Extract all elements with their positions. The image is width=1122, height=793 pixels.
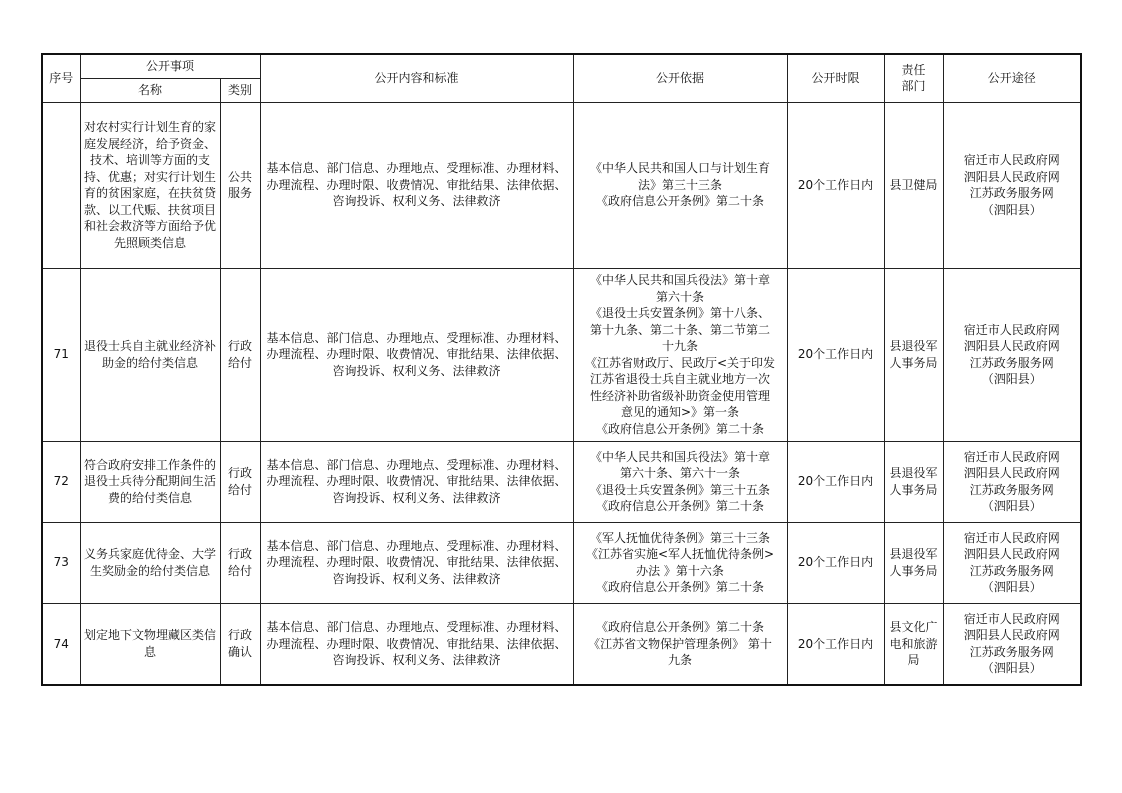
row-time-limit: 20个工作日内 xyxy=(787,268,884,441)
header-seq: 序号 xyxy=(42,54,80,102)
row-basis: 《中华人民共和国兵役法》第十章 第六十条 《退役士兵安置条例》第十八条、 第十九条、第二十条、第二节第二 十九条 《江苏省财政厅、民政厅<关于印发 江苏省退役士兵自主就业地方一次 性经济补助省级补助资金使用管理 意见的通知>》第一条 《政府信息公开条例》第二十条 xyxy=(573,268,787,441)
row-basis: 《政府信息公开条例》第二十条 《江苏省文物保护管理条例》 第十 九条 xyxy=(573,603,787,685)
row-channel: 宿迁市人民政府网 泗阳县人民政府网 江苏政务服务网 （泗阳县） xyxy=(943,102,1081,268)
table-row xyxy=(42,522,1081,603)
row-category: 行政给付 xyxy=(220,441,260,522)
row-name: 划定地下文物埋藏区类信息 xyxy=(80,603,220,685)
row-content: 基本信息、部门信息、办理地点、受理标准、办理材料、办理流程、办理时限、收费情况、审批结果、法律依据、咨询投诉、权利义务、法律救济 xyxy=(260,268,573,441)
row-time-limit: 20个工作日内 xyxy=(787,441,884,522)
row-content: 基本信息、部门信息、办理地点、受理标准、办理材料、办理流程、办理时限、收费情况、审批结果、法律依据、咨询投诉、权利义务、法律救济 xyxy=(260,441,573,522)
row-time-limit: 20个工作日内 xyxy=(787,522,884,603)
row-category: 行政给付 xyxy=(220,522,260,603)
row-dept: 县卫健局 xyxy=(884,102,943,268)
row-seq: 72 xyxy=(42,441,80,522)
row-content: 基本信息、部门信息、办理地点、受理标准、办理材料、办理流程、办理时限、收费情况、审批结果、法律依据、咨询投诉、权利义务、法律救济 xyxy=(260,522,573,603)
row-channel: 宿迁市人民政府网 泗阳县人民政府网 江苏政务服务网 （泗阳县） xyxy=(943,441,1081,522)
row-name: 义务兵家庭优待金、大学生奖励金的给付类信息 xyxy=(80,522,220,603)
row-basis: 《中华人民共和国人口与计划生育 法》第三十三条 《政府信息公开条例》第二十条 xyxy=(573,102,787,268)
header-category: 类别 xyxy=(220,78,260,102)
header-channel: 公开途径 xyxy=(943,54,1081,102)
row-name: 退役士兵自主就业经济补助金的给付类信息 xyxy=(80,268,220,441)
row-dept: 县退役军人事务局 xyxy=(884,268,943,441)
row-dept: 县退役军人事务局 xyxy=(884,441,943,522)
header-content: 公开内容和标准 xyxy=(260,54,573,102)
row-category: 公共服务 xyxy=(220,102,260,268)
row-basis: 《中华人民共和国兵役法》第十章 第六十条、第六十一条 《退役士兵安置条例》第三十五条 《政府信息公开条例》第二十条 xyxy=(573,441,787,522)
row-time-limit: 20个工作日内 xyxy=(787,102,884,268)
row-name: 对农村实行计划生育的家庭发展经济，给予资金、技术、培训等方面的支持、优惠；对实行计划生育的贫困家庭，在扶贫贷款、以工代赈、扶贫项目和社会救济等方面给予优先照顾类信息 xyxy=(80,102,220,268)
header-row-top xyxy=(42,54,1081,78)
disclosure-table xyxy=(41,53,1082,686)
row-time-limit: 20个工作日内 xyxy=(787,603,884,685)
row-name: 符合政府安排工作条件的退役士兵待分配期间生活费的给付类信息 xyxy=(80,441,220,522)
table-row xyxy=(42,102,1081,268)
table-row xyxy=(42,441,1081,522)
header-name: 名称 xyxy=(80,78,220,102)
row-seq: 71 xyxy=(42,268,80,441)
row-category: 行政给付 xyxy=(220,268,260,441)
table-row xyxy=(42,603,1081,685)
row-category: 行政确认 xyxy=(220,603,260,685)
row-channel: 宿迁市人民政府网 泗阳县人民政府网 江苏政务服务网 （泗阳县） xyxy=(943,522,1081,603)
row-dept: 县文化广电和旅游局 xyxy=(884,603,943,685)
row-channel: 宿迁市人民政府网 泗阳县人民政府网 江苏政务服务网 （泗阳县） xyxy=(943,603,1081,685)
header-time-limit: 公开时限 xyxy=(787,54,884,102)
row-seq xyxy=(42,102,80,268)
row-seq: 74 xyxy=(42,603,80,685)
header-dept: 责任 部门 xyxy=(884,54,943,102)
row-dept: 县退役军人事务局 xyxy=(884,522,943,603)
header-item-group: 公开事项 xyxy=(80,54,260,78)
row-seq: 73 xyxy=(42,522,80,603)
row-content: 基本信息、部门信息、办理地点、受理标准、办理材料、办理流程、办理时限、收费情况、审批结果、法律依据、咨询投诉、权利义务、法律救济 xyxy=(260,603,573,685)
row-channel: 宿迁市人民政府网 泗阳县人民政府网 江苏政务服务网 （泗阳县） xyxy=(943,268,1081,441)
row-basis: 《军人抚恤优待条例》第三十三条 《江苏省实施<军人抚恤优待条例> 办法 》第十六条 《政府信息公开条例》第二十条 xyxy=(573,522,787,603)
table-row xyxy=(42,268,1081,441)
row-content: 基本信息、部门信息、办理地点、受理标准、办理材料、办理流程、办理时限、收费情况、审批结果、法律依据、咨询投诉、权利义务、法律救济 xyxy=(260,102,573,268)
header-basis: 公开依据 xyxy=(573,54,787,102)
